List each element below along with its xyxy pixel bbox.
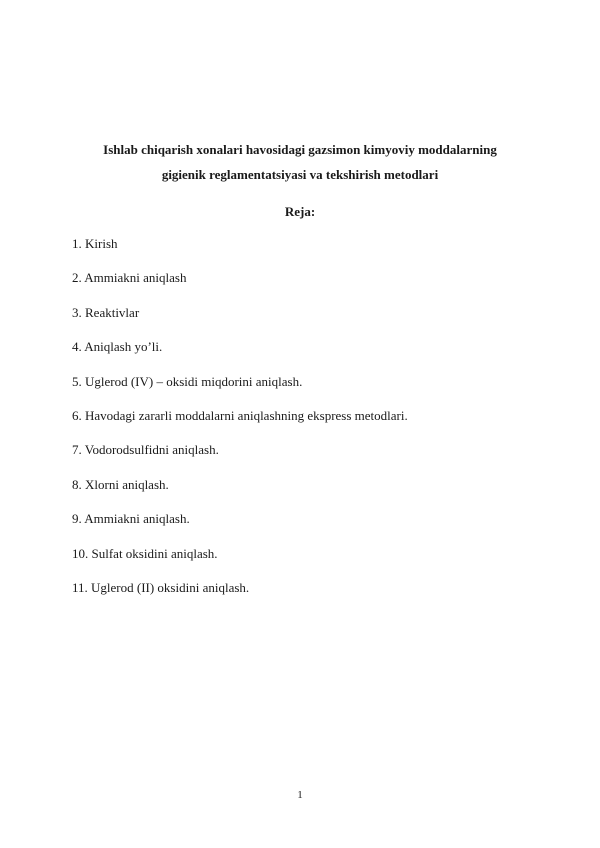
plan-item: 9. Ammiakni aniqlash. [72, 511, 190, 527]
plan-item: 5. Uglerod (IV) – oksidi miqdorini aniqlash. [72, 373, 303, 389]
plan-item: 4. Aniqlash yo’li. [72, 339, 163, 355]
plan-item: 10. Sulfat oksidini aniqlash. [72, 545, 218, 561]
plan-list [72, 236, 408, 614]
plan-heading: Reja: [284, 204, 316, 219]
document-title-line-1: Ishlab chiqarish xonalari havosidagi gazsimon kimyoviy moddalarning [103, 142, 497, 157]
plan-item: 2. Ammiakni aniqlash [72, 270, 187, 286]
document-title-line-2: gigienik reglamentatsiyasi va tekshirish metodlari [161, 167, 439, 182]
plan-item: 3. Reaktivlar [72, 304, 140, 320]
plan-item: 6. Havodagi zararli moddalarni aniqlashning ekspress metodlari. [72, 407, 408, 423]
plan-item: 11. Uglerod (II) oksidini aniqlash. [72, 579, 250, 595]
plan-item: 7. Vodorodsulfidni aniqlash. [72, 442, 219, 458]
plan-item: 1. Kirish [72, 236, 118, 251]
page-number: 1 [297, 789, 303, 801]
plan-item: 8. Xlorni aniqlash. [72, 476, 169, 492]
